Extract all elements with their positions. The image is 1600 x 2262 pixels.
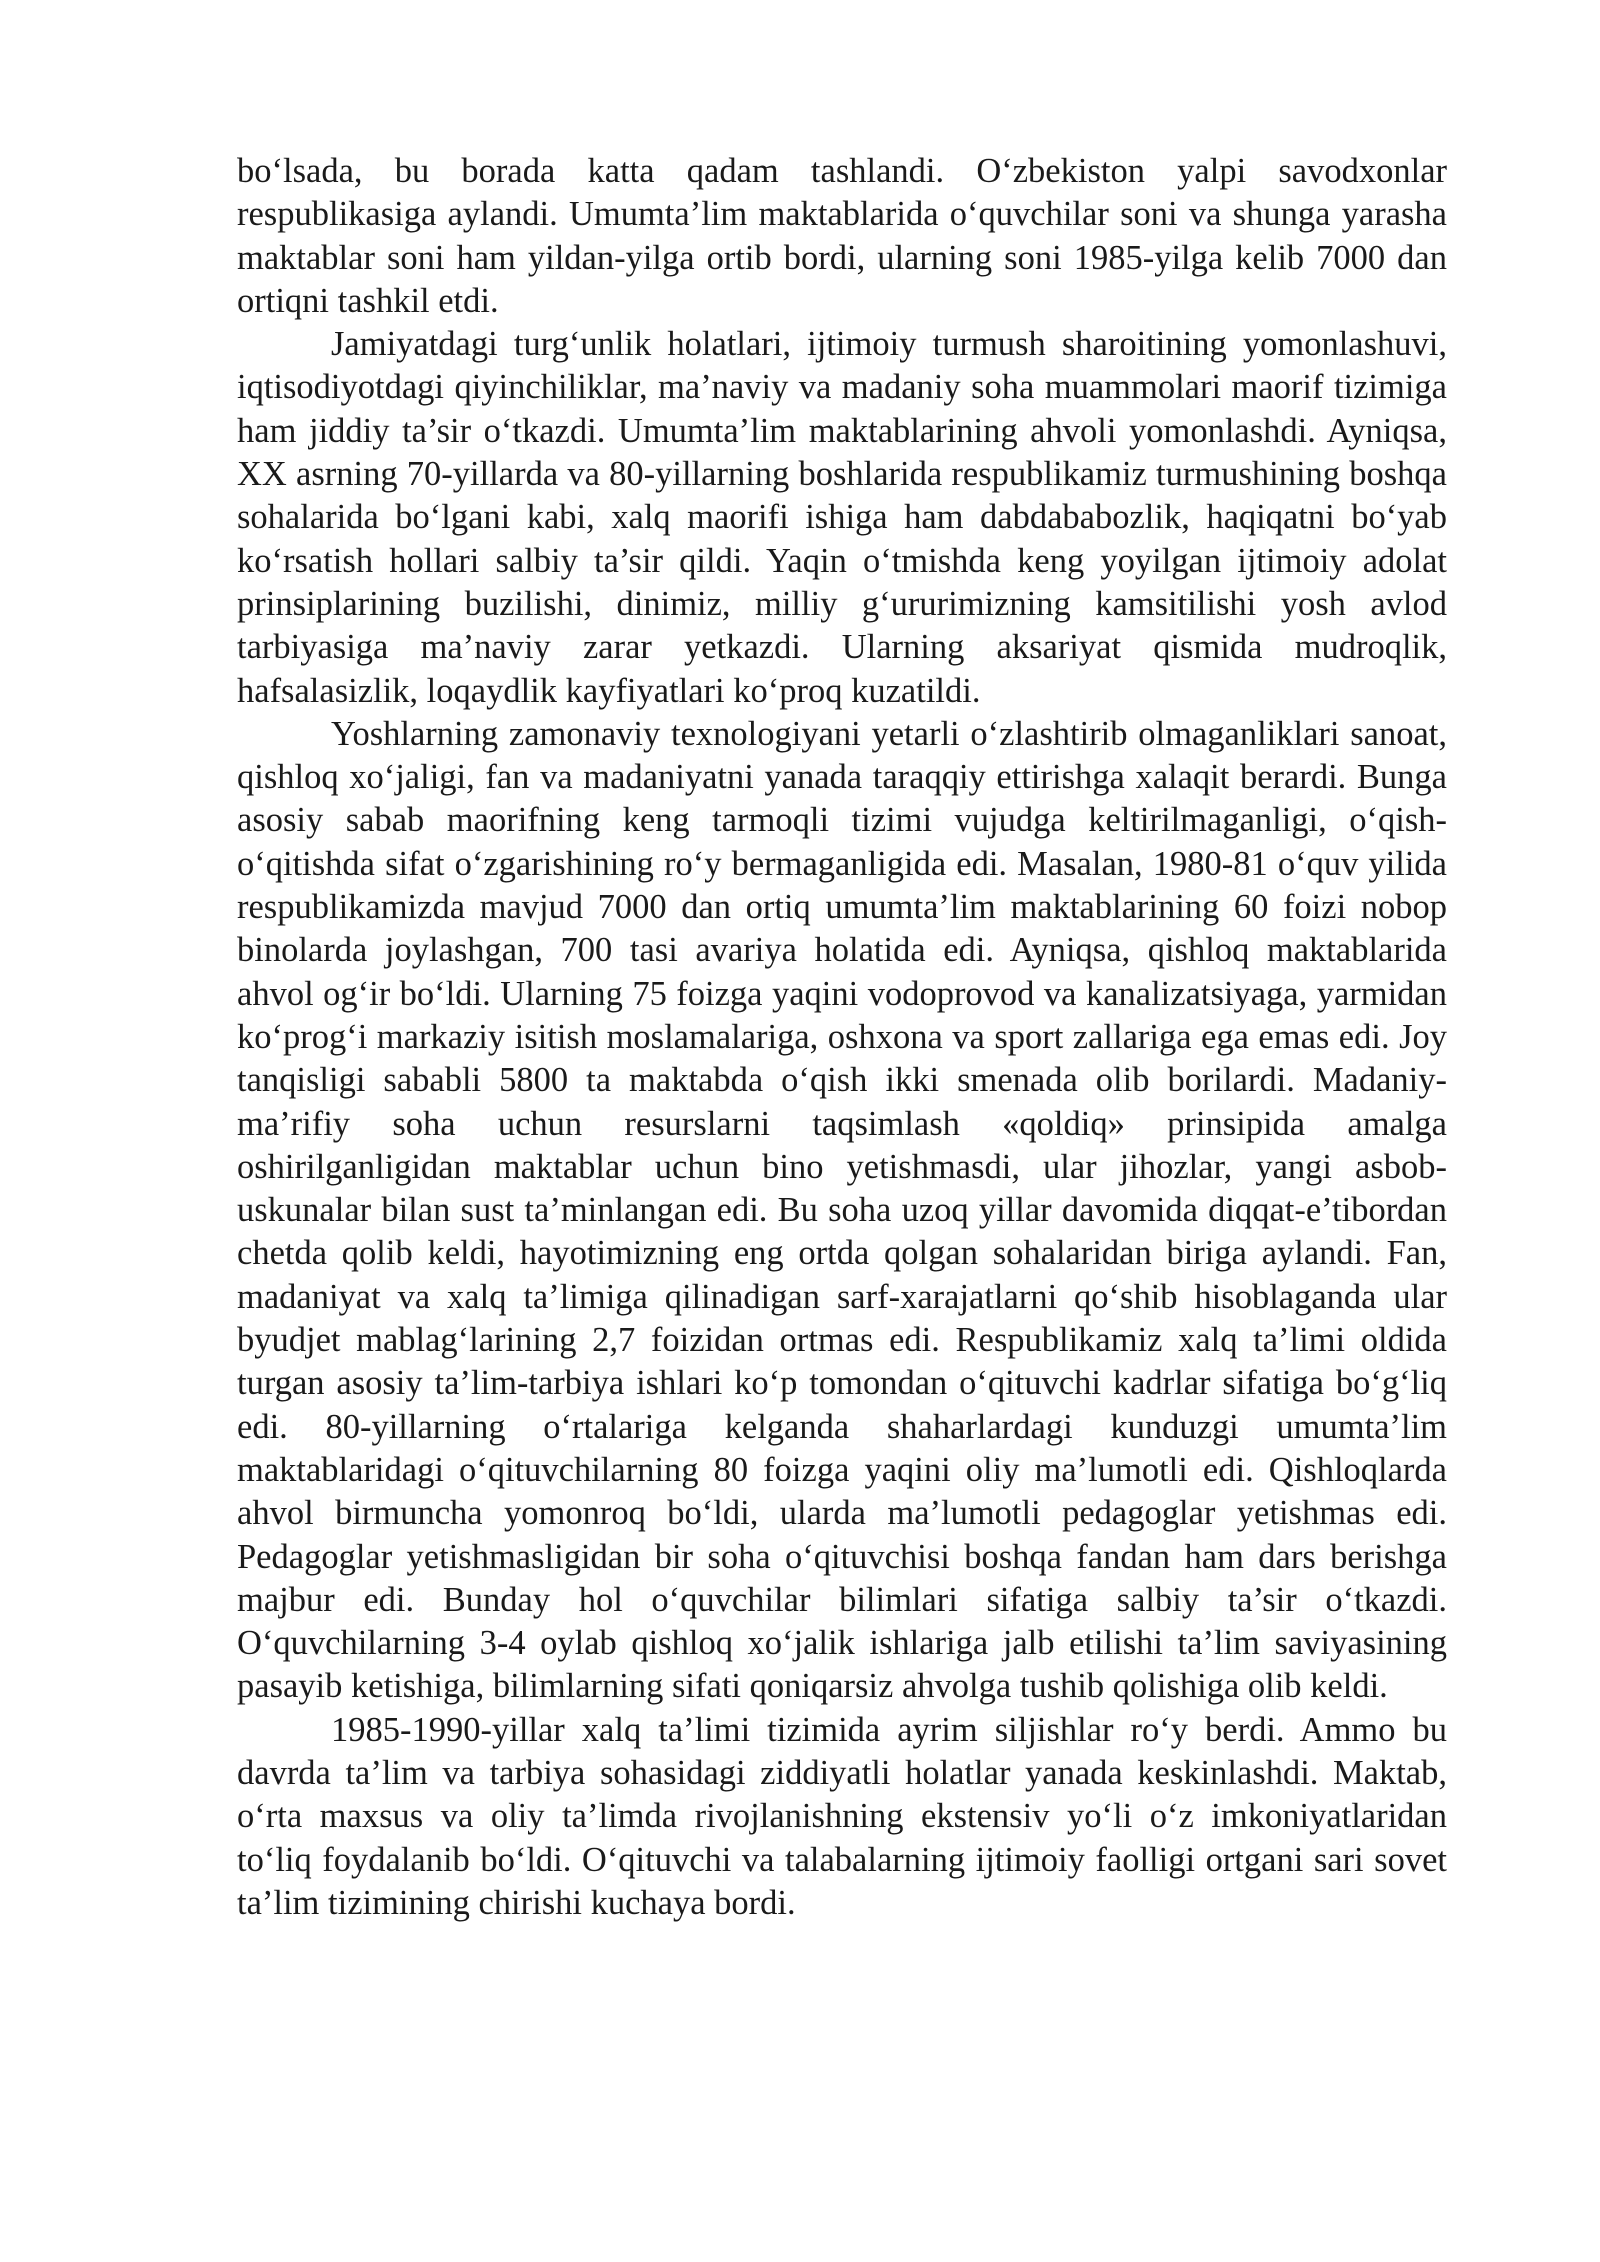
paragraph-4: 1985-1990-yillar xalq ta’limi tizimida ayrim siljishlar ro‘y berdi. Ammo bu davrda ta’lim va tarbiya sohasidagi ziddiyatli holatlar yanada keskinlashdi. Maktab, o‘rta maxsus va oliy ta’limda rivojlanishning ekstensiv yo‘li o‘z imkoniyatlaridan to‘liq foydalanib bo‘ldi. O‘qituvchi va talabalarning ijtimoiy faolligi ortgani sari sovet ta’lim tizimining chirishi kuchaya bordi. [237, 1710, 1447, 1922]
document-page [237, 150, 1447, 1925]
paragraph-1: bo‘lsada, bu borada katta qadam tashlandi. O‘zbekiston yalpi savodxonlar respublikasiga aylandi. Umumta’lim maktablarida o‘quvchilar soni va shunga yarasha maktablar soni ham yildan-yilga ortib bordi, ularning soni 1985-yilga kelib 7000 dan ortiqni tashkil etdi. [237, 152, 1447, 320]
paragraph-2: Jamiyatdagi turg‘unlik holatlari, ijtimoiy turmush sharoitining yomonlashuvi, iqtisodiyotdagi qiyinchiliklar, ma’naviy va madaniy soha muammolari maorif tizimiga ham jiddiy ta’sir o‘tkazdi. Umumta’lim maktablarining ahvoli yomonlashdi. Ayniqsa, XX asrning 70-yillarda va 80-yillarning boshlarida respublikamiz turmushining boshqa sohalarida bo‘lgani kabi, xalq maorifi ishiga ham dabdababozlik, haqiqatni bo‘yab ko‘rsatish hollari salbiy ta’sir qildi. Yaqin o‘tmishda keng yoyilgan ijtimoiy adolat prinsiplarining buzilishi, dinimiz, milliy g‘ururimizning kamsitilishi yosh avlod tarbiyasiga ma’naviy zarar yetkazdi. Ularning aksariyat qismida mudroqlik, hafsalasizlik, loqaydlik kayfiyatlari ko‘proq kuzatildi. [237, 325, 1447, 710]
paragraph-3: Yoshlarning zamonaviy texnologiyani yetarli o‘zlashtirib olmaganliklari sanoat, qishloq xo‘jaligi, fan va madaniyatni yanada taraqqiy ettirishga xalaqit berardi. Bunga asosiy sabab maorifning keng tarmoqli tizimi vujudga keltirilmaganligi, o‘qish-o‘qitishda sifat o‘zgarishining ro‘y bermaganligida edi. Masalan, 1980-81 o‘quv yilida respublikamizda mavjud 7000 dan ortiq umumta’lim maktablarining 60 foizi nobop binolarda joylashgan, 700 tasi avariya holatida edi. Ayniqsa, qishloq maktablarida ahvol og‘ir bo‘ldi. Ularning 75 foizga yaqini vodoprovod va kanalizatsiyaga, yarmidan ko‘prog‘i markaziy isitish moslamalariga, oshxona va sport zallariga ega emas edi. Joy tanqisligi sababli 5800 ta maktabda o‘qish ikki smenada olib borilardi. Madaniy-ma’rifiy soha uchun resurslarni taqsimlash «qoldiq» prinsipida amalga oshirilganligidan maktablar uchun bino yetishmasdi, ular jihozlar, yangi asbob-uskunalar bilan sust ta’minlangan edi. Bu soha uzoq yillar davomida diqqat-e’tibordan chetda qolib keldi, hayotimizning eng ortda qolgan sohalaridan biriga aylandi. Fan, madaniyat va xalq ta’limiga qilinadigan sarf-xarajatlarni qo‘shib hisoblaganda ular byudjet mablag‘larining 2,7 foizidan ortmas edi. Respublikamiz xalq ta’limi oldida turgan asosiy ta’lim-tarbiya ishlari ko‘p tomondan o‘qituvchi kadrlar sifatiga bo‘g‘liq edi. 80-yillarning o‘rtalariga kelganda shaharlardagi kunduzgi umumta’lim maktablaridagi o‘qituvchilarning 80 foizga yaqini oliy ma’lumotli edi. Qishloqlarda ahvol birmuncha yomonroq bo‘ldi, ularda ma’lumotli pedagoglar yetishmas edi. Pedagoglar yetishmasligidan bir soha o‘qituvchisi boshqa fandan ham dars berishga majbur edi. Bunday hol o‘quvchilar bilimlari sifatiga salbiy ta’sir o‘tkazdi. O‘quvchilarning 3-4 oylab qishloq xo‘jalik ishlariga jalb etilishi ta’lim saviyasining pasayib ketishiga, bilimlarning sifati qoniqarsiz ahvolga tushib qolishiga olib keldi. [237, 714, 1447, 1706]
